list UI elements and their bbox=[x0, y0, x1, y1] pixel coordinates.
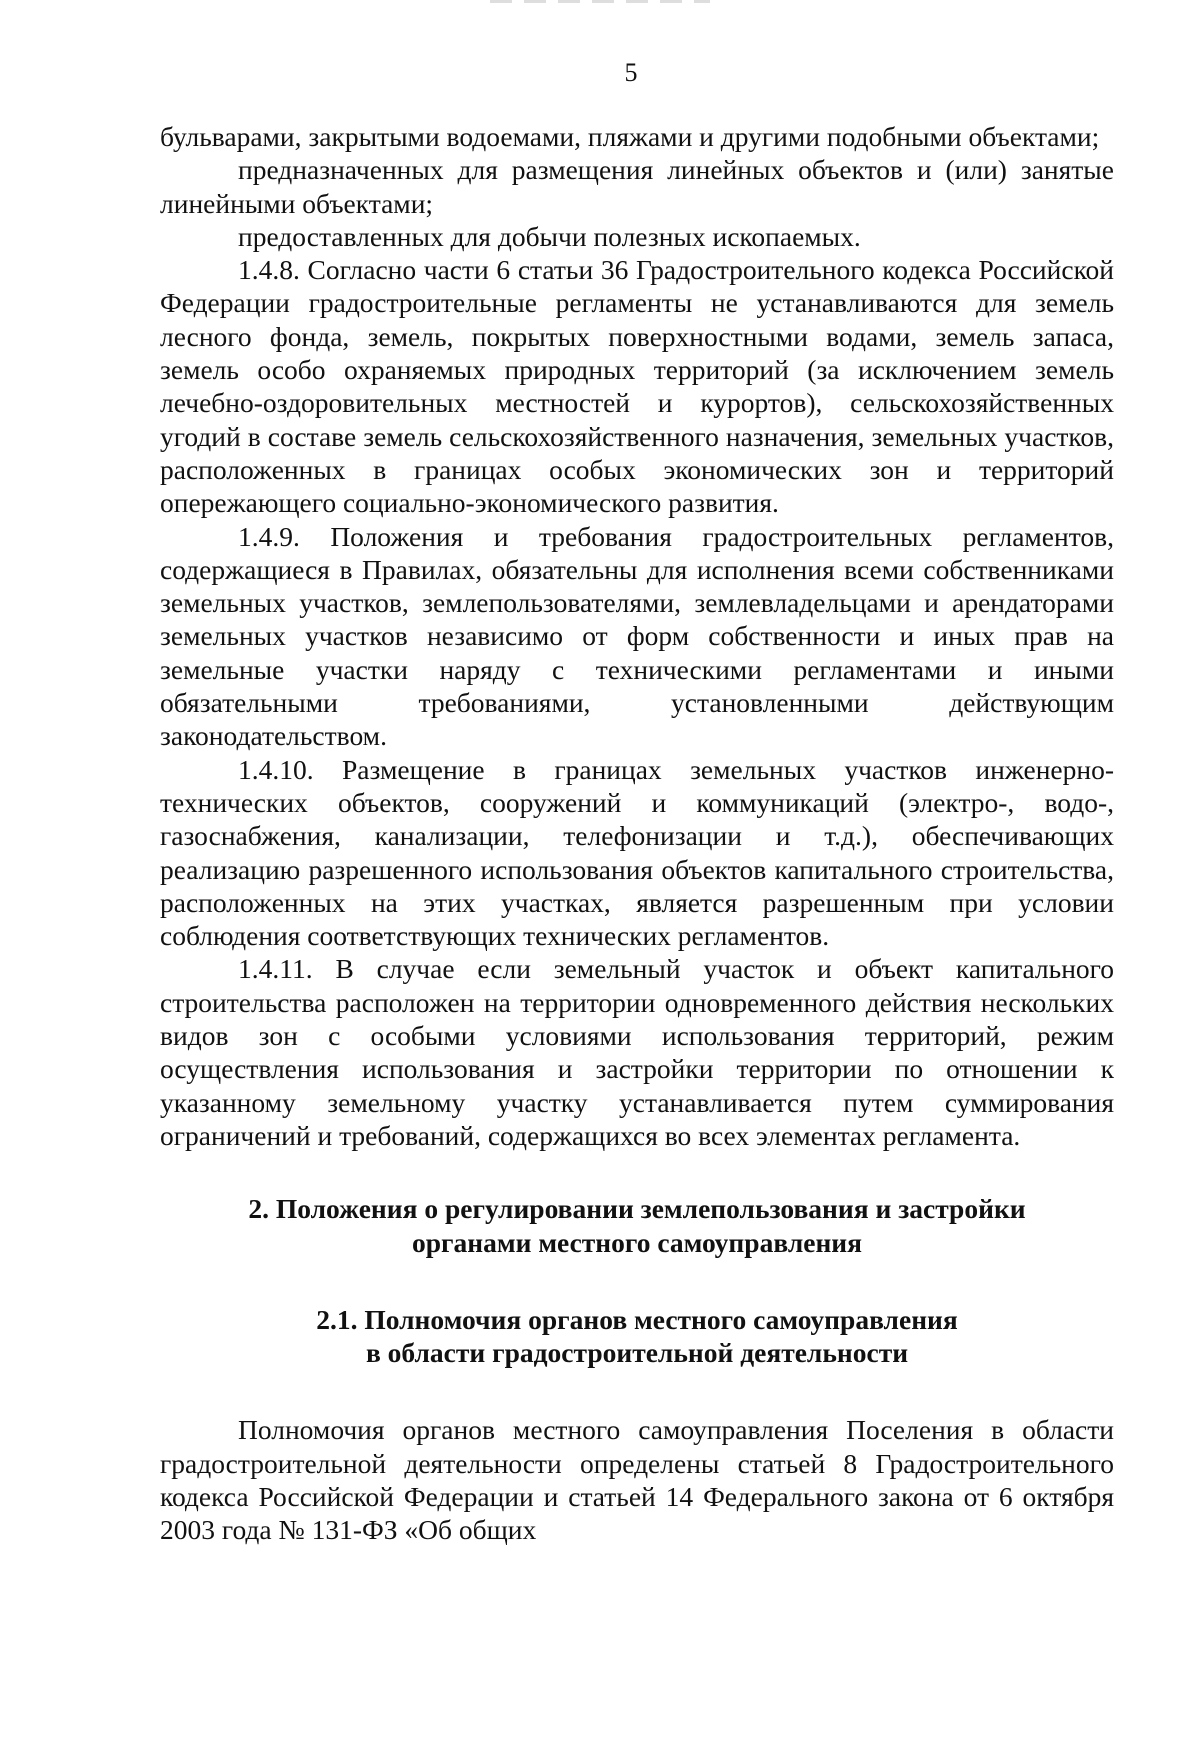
page-number: 5 bbox=[624, 58, 638, 87]
paragraph-1-4-10: 1.4.10. Размещение в границах земельных участков инженерно-технических объектов, сооружений и коммуникаций (электро-, водо-, газоснабжения, канализации, телефонизации и т.д.), обеспечивающих реализацию разрешенного использования объектов капитального строительства, расположенных на этих участках, является разрешенным при условии соблюдения соответствующих технических регламентов. bbox=[160, 753, 1114, 952]
paragraph-1-4-9: 1.4.9. Положения и требования градостроительных регламентов, содержащиеся в Правилах, обязательны для исполнения всеми собственниками земельных участков, землепользователями, землевладельцами и арендаторами земельных участков независимо от форм собственности и иных прав на земельные участки наряду с техническими регламентами и иными обязательными требованиями, установленными действующим законодательством. bbox=[160, 520, 1114, 752]
section-heading-2 bbox=[160, 1192, 1114, 1259]
paragraph-mining: предоставленных для добычи полезных ископаемых. bbox=[238, 220, 861, 252]
subsection-heading-line-1: 2.1. Полномочия органов местного самоуправления bbox=[316, 1303, 958, 1335]
paragraph-continuation: бульварами, закрытыми водоемами, пляжами и другими подобными объектами; bbox=[160, 121, 1100, 152]
scan-artifact bbox=[490, 0, 710, 3]
paragraph-linear-objects: предназначенных для размещения линейных объектов и (или) занятые линейными объектами; bbox=[160, 154, 1114, 219]
paragraph-1-4-11: 1.4.11. В случае если земельный участок и объект капитального строительства расположен на территории одновременного действия нескольких видов зон с особыми условиями использования территорий, режим осуществления использования и застройки территории по отношении к указанному земельному участку устанавливается путем суммирования ограничений и требований, содержащихся во всех элементах регламента. bbox=[160, 953, 1114, 1151]
paragraph-powers: Полномочия органов местного самоуправления Поселения в области градостроительной деятельности определены статьей 8 Градостроительного кодекса Российской Федерации и статьей 14 Федерального закона от 6 октября 2003 года № 131-ФЗ «Об общих bbox=[160, 1414, 1114, 1546]
section-heading-line-1: 2. Положения о регулировании землепользования и застройки bbox=[248, 1193, 1026, 1225]
subsection-heading-2-1 bbox=[160, 1303, 1114, 1370]
paragraph-1-4-8: 1.4.8. Согласно части 6 статьи 36 Градостроительного кодекса Российской Федерации градостроительные регламенты не устанавливаются для земель лесного фонда, земель, покрытых поверхностными водами, земель запаса, земель особо охраняемых природных территорий (за исключением земель лечебно-оздоровительных местностей и курортов), сельскохозяйственных угодий в составе земель сельскохозяйственного назначения, земельных участков, расположенных в границах особых экономических зон и территорий опережающего социально-экономического развития. bbox=[160, 254, 1114, 519]
subsection-heading-line-2: в области градостроительной деятельности bbox=[365, 1337, 909, 1369]
section-heading-line-2: органами местного самоуправления bbox=[411, 1226, 863, 1258]
document-body bbox=[160, 120, 1114, 1547]
